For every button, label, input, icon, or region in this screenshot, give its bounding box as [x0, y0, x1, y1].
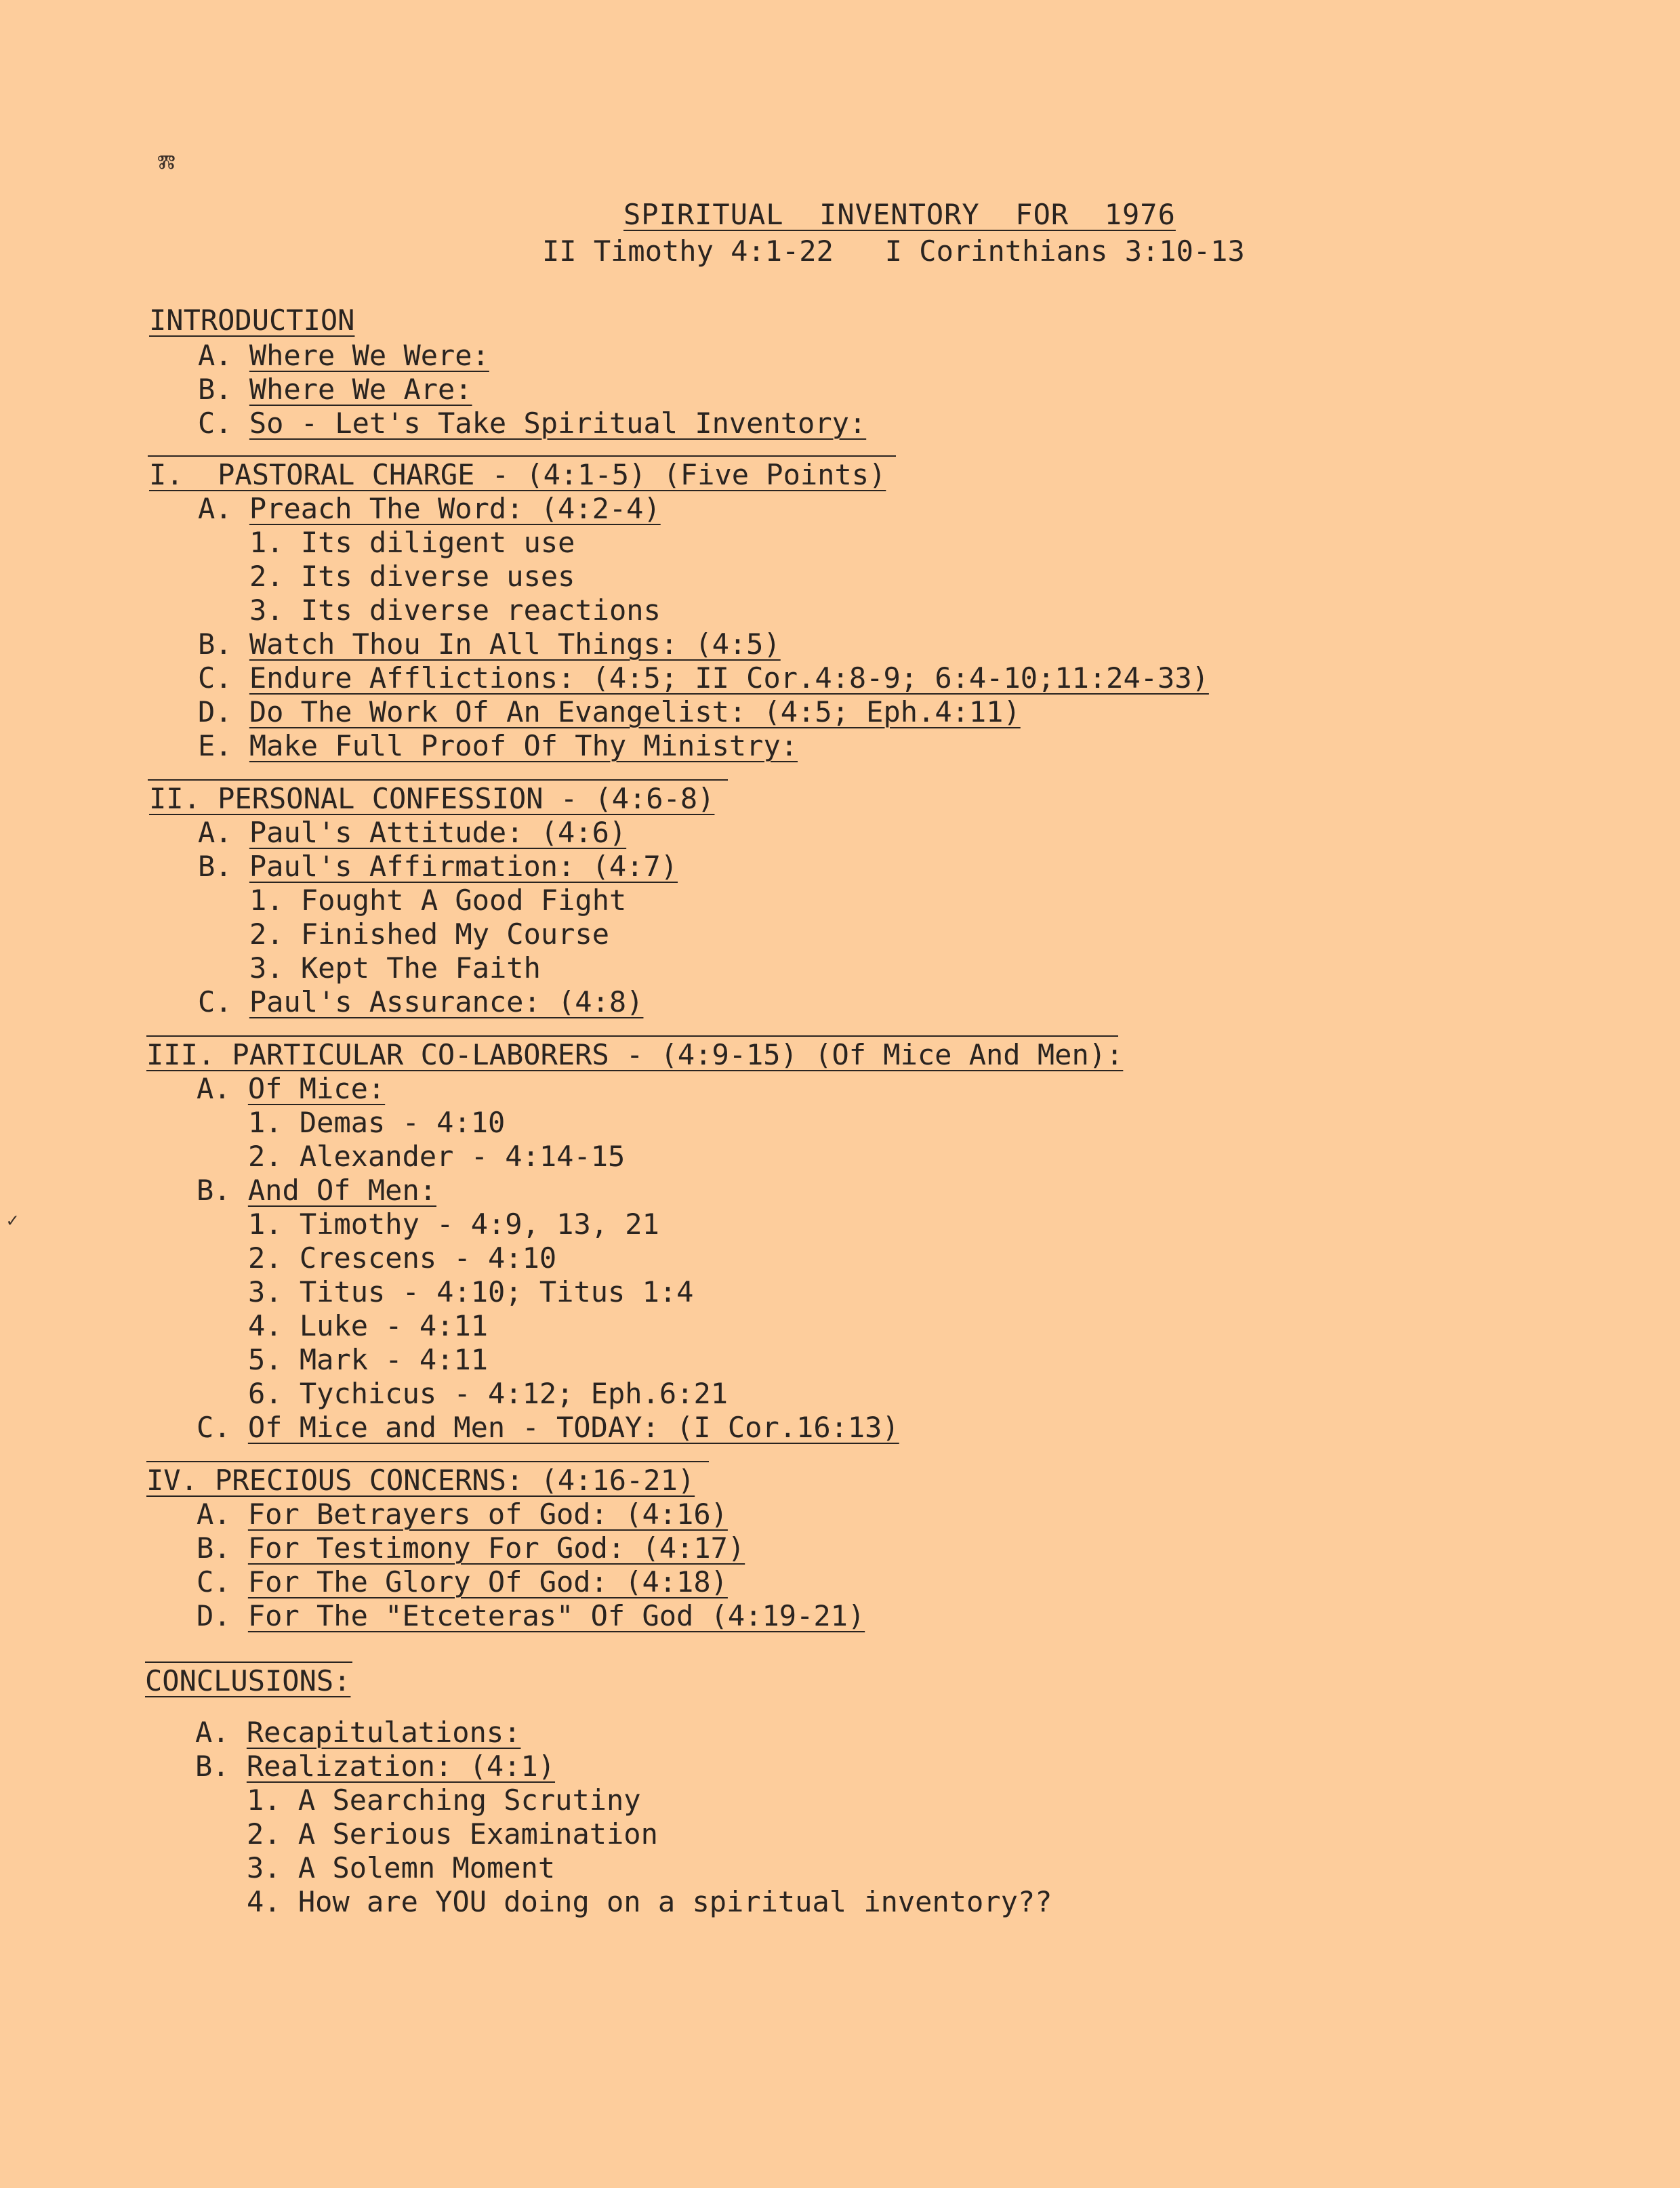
intro-item-a — [198, 339, 489, 373]
item-label: A. — [198, 492, 232, 525]
item-label: C. — [198, 661, 232, 695]
section-1-subitem — [249, 526, 575, 560]
item-text: Its diverse uses — [300, 560, 575, 593]
section-3-subitem — [248, 1207, 659, 1241]
item-text: Paul's Assurance: (4:8) — [249, 985, 644, 1018]
item-text: Finished My Course — [300, 917, 610, 951]
item-text: Its diligent use — [300, 526, 575, 559]
section-1-subitem — [249, 594, 661, 627]
section-1-subitem — [249, 560, 575, 594]
item-label: A. — [197, 1498, 231, 1531]
item-label: 3. — [249, 951, 284, 985]
section-1-item — [198, 695, 1021, 729]
section-3-item — [197, 1072, 385, 1106]
item-label: 3. — [247, 1851, 281, 1884]
section-overline — [146, 1035, 1118, 1037]
section-overline — [145, 1661, 352, 1663]
item-label: 1. — [249, 526, 284, 559]
scripture-reference: II Timothy 4:1-22 I Corinthians 3:10-13 — [542, 234, 1245, 268]
section-2-heading: II. PERSONAL CONFESSION - (4:6-8) — [149, 782, 715, 815]
item-label: B. — [195, 1750, 230, 1783]
item-label: 3. — [248, 1275, 283, 1308]
section-1-item — [198, 627, 781, 661]
item-text: Crescens - 4:10 — [299, 1241, 557, 1275]
item-text: So - Let's Take Spiritual Inventory: — [249, 407, 867, 440]
item-text: Paul's Affirmation: (4:7) — [249, 850, 678, 883]
item-text: Tychicus - 4:12; Eph.6:21 — [299, 1377, 729, 1410]
section-4-item — [197, 1498, 728, 1531]
item-text: Timothy - 4:9, 13, 21 — [299, 1207, 659, 1241]
section-4-item — [197, 1531, 745, 1565]
section-2-item — [198, 850, 678, 884]
section-4-item — [197, 1599, 865, 1633]
item-label: 2. — [249, 917, 284, 951]
item-label: C. — [197, 1411, 231, 1444]
conclusions-subitem — [247, 1817, 658, 1851]
section-overline — [148, 779, 728, 781]
section-3-item — [197, 1411, 899, 1445]
section-3-subitem — [248, 1106, 505, 1140]
item-label: 1. — [248, 1106, 283, 1139]
item-text: Endure Afflictions: (4:5; II Cor.4:8-9; 6:4-10;11:24-33) — [249, 661, 1209, 695]
item-text: Make Full Proof Of Thy Ministry: — [249, 729, 798, 762]
item-label: 3. — [249, 594, 284, 627]
item-label: 2. — [247, 1817, 281, 1851]
item-label: B. — [198, 373, 232, 406]
item-text: Of Mice: — [247, 1072, 386, 1105]
item-text: Do The Work Of An Evangelist: (4:5; Eph.4:11) — [249, 695, 1021, 728]
intro-item-b — [198, 373, 472, 407]
item-text: For Testimony For God: (4:17) — [247, 1531, 745, 1565]
item-label: C. — [198, 985, 232, 1018]
section-3-subitem — [248, 1140, 625, 1174]
margin-check-mark: ✓ — [7, 1209, 18, 1231]
section-3-item — [197, 1174, 436, 1207]
item-label: 6. — [248, 1377, 283, 1410]
item-label: 1. — [249, 884, 284, 917]
section-3-subitem — [248, 1377, 728, 1411]
item-label: A. — [197, 1072, 231, 1105]
item-text: How are YOU doing on a spiritual inventory?? — [298, 1885, 1052, 1918]
item-text: Its diverse reactions — [300, 594, 661, 627]
item-label: 4. — [248, 1309, 283, 1342]
item-label: A. — [195, 1716, 230, 1749]
item-label: 5. — [248, 1343, 283, 1376]
section-2-item — [198, 816, 626, 850]
section-3-subitem — [248, 1309, 488, 1343]
section-4-heading: IV. PRECIOUS CONCERNS: (4:16-21) — [146, 1464, 695, 1497]
item-label: A. — [198, 816, 232, 849]
item-text: For The "Etceteras" Of God (4:19-21) — [247, 1599, 865, 1632]
item-label: D. — [197, 1599, 231, 1632]
item-label: B. — [198, 627, 232, 661]
item-label: E. — [198, 729, 232, 762]
item-text: Watch Thou In All Things: (4:5) — [249, 627, 781, 661]
item-label: B. — [198, 850, 232, 883]
item-text: A Searching Scrutiny — [298, 1783, 641, 1817]
conclusions-subitem — [247, 1851, 555, 1885]
item-label: C. — [198, 407, 232, 440]
section-overline — [146, 1461, 709, 1462]
section-2-item — [198, 985, 643, 1019]
conclusions-subitem — [247, 1783, 641, 1817]
section-3-subitem — [248, 1241, 556, 1275]
document-title: SPIRITUAL INVENTORY FOR 1976 — [623, 198, 1176, 231]
item-label: D. — [198, 695, 232, 728]
item-text: For The Glory Of God: (4:18) — [247, 1565, 728, 1598]
item-label: 2. — [248, 1241, 283, 1275]
section-3-subitem — [248, 1343, 488, 1377]
conclusions-heading: CONCLUSIONS: — [145, 1664, 351, 1697]
item-label: A. — [198, 339, 232, 372]
item-text: Paul's Attitude: (4:6) — [249, 816, 627, 849]
item-text: Kept The Faith — [300, 951, 541, 985]
introduction-heading: INTRODUCTION — [149, 304, 355, 337]
section-2-subitem — [249, 951, 541, 985]
item-text: A Solemn Moment — [298, 1851, 556, 1884]
item-text: Where We Were: — [249, 339, 489, 372]
item-label: 1. — [247, 1783, 281, 1817]
item-label: 2. — [248, 1140, 283, 1173]
stray-pen-mark: Ⰿ — [157, 150, 176, 173]
item-text: Alexander - 4:14-15 — [299, 1140, 626, 1173]
section-overline — [148, 455, 896, 457]
section-2-subitem — [249, 917, 609, 951]
section-3-subitem — [248, 1275, 693, 1309]
item-text: Preach The Word: (4:2-4) — [249, 492, 661, 525]
item-text: Of Mice and Men - TODAY: (I Cor.16:13) — [247, 1411, 899, 1444]
item-text: And Of Men: — [247, 1174, 437, 1207]
item-text: Realization: (4:1) — [246, 1750, 556, 1783]
section-2-subitem — [249, 884, 626, 917]
item-label: 2. — [249, 560, 284, 593]
item-label: 4. — [247, 1885, 281, 1918]
item-text: Titus - 4:10; Titus 1:4 — [299, 1275, 694, 1308]
section-1-item — [198, 661, 1209, 695]
item-text: A Serious Examination — [298, 1817, 658, 1851]
intro-item-c — [198, 407, 866, 440]
item-text: Where We Are: — [249, 373, 472, 406]
item-text: Mark - 4:11 — [299, 1343, 489, 1376]
item-text: For Betrayers of God: (4:16) — [247, 1498, 728, 1531]
item-text: Luke - 4:11 — [299, 1309, 489, 1342]
item-text: Fought A Good Fight — [300, 884, 627, 917]
section-3-heading: III. PARTICULAR CO-LABORERS - (4:9-15) (Of Mice And Men): — [146, 1038, 1124, 1071]
item-label: B. — [197, 1531, 231, 1565]
section-1-heading: I. PASTORAL CHARGE - (4:1-5) (Five Points) — [149, 458, 886, 491]
conclusions-item — [195, 1716, 520, 1750]
item-text: Demas - 4:10 — [299, 1106, 506, 1139]
item-text: Recapitulations: — [246, 1716, 521, 1749]
section-1-item — [198, 492, 661, 526]
section-1-item — [198, 729, 798, 763]
item-label: C. — [197, 1565, 231, 1598]
item-label: 1. — [248, 1207, 283, 1241]
conclusions-subitem — [247, 1885, 1052, 1919]
item-label: B. — [197, 1174, 231, 1207]
section-4-item — [197, 1565, 728, 1599]
conclusions-item — [195, 1750, 555, 1783]
